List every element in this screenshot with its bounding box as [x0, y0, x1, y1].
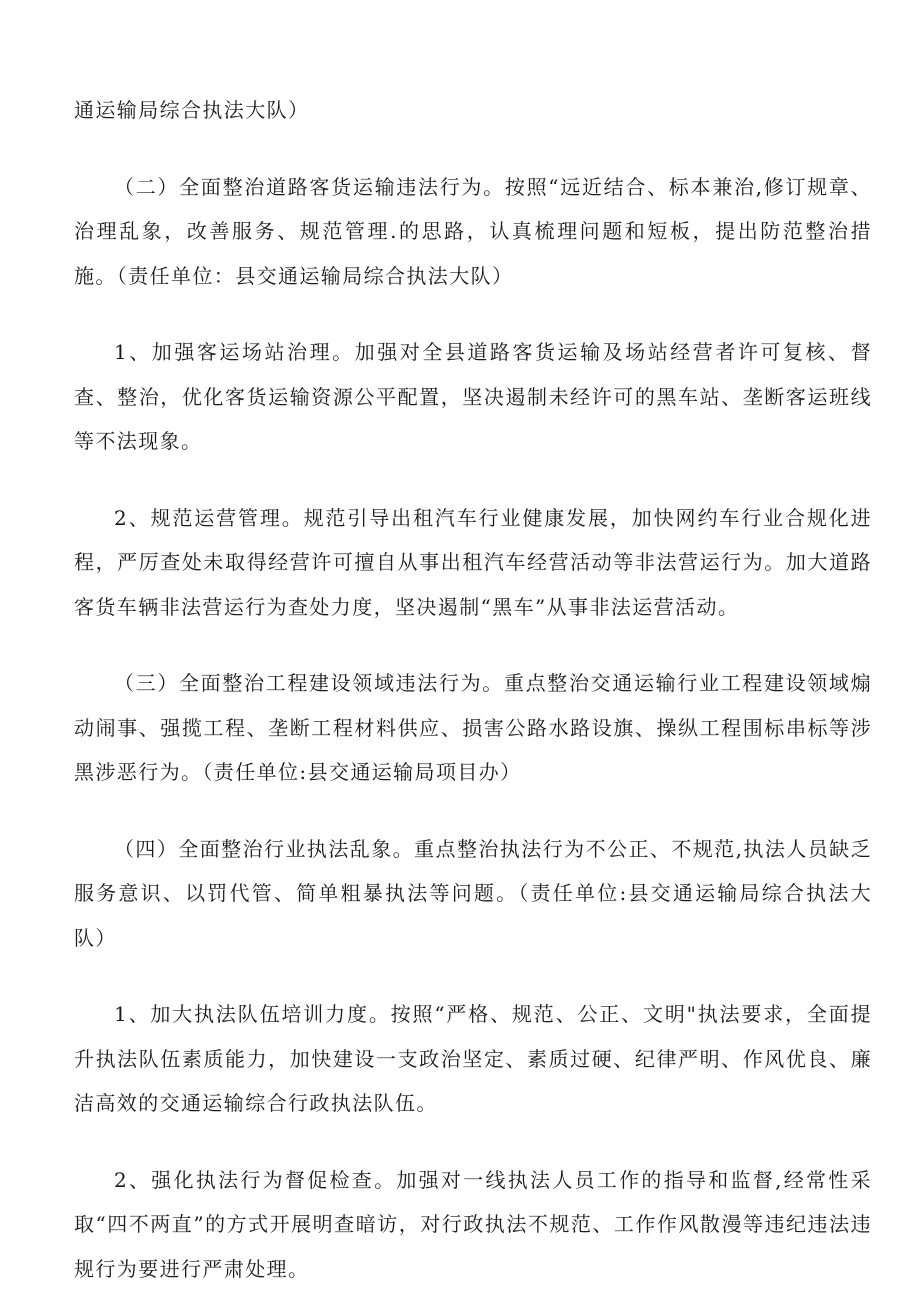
paragraph-item-4-1: 1、加大执法队伍培训力度。按照“严格、规范、公正、文明"执法要求，全面提升执法队伍素质能力，加快建设一支政治坚定、素质过硬、纪律严明、作风优良、廉洁高效的交通运输综合行政执法队伍。: [74, 1002, 872, 1115]
paragraph-item-2-2: 2、规范运营管理。规范引导出租汽车行业健康发展，加快网约车行业合规化进程，严厉查处未取得经营许可擅自从事出租汽车经营活动等非法营运行为。加大道路客货车辆非法营运行为查处力度，坚决遏制“黑车”从事非法运营活动。: [74, 505, 872, 619]
paragraph-item-2-1: 1、加强客运场站治理。加强对全县道路客货运输及场站经营者许可复核、督查、整治，优化客货运输资源公平配置，坚决遏制未经许可的黑车站、垄断客运班线等不法现象。: [74, 340, 872, 453]
paragraph-section-2: （二）全面整治道路客货运输违法行为。按照“远近结合、标本兼治,修订规章、治理乱象，改善服务、规范管理.的思路，认真梳理问题和短板，提出防范整治措施。（责任单位：县交通运输局综合执法大队）: [74, 174, 872, 288]
document-body: [74, 88, 872, 1291]
paragraph-continuation: 通运输局综合执法大队）: [74, 98, 310, 122]
paragraph-item-4-2: 2、强化执法行为督促检查。加强对一线执法人员工作的指导和监督,经常性采取“四不两直”的方式开展明查暗访，对行政执法不规范、工作作风散漫等违纪违法违规行为要进行严肃处理。: [74, 1167, 872, 1281]
paragraph-section-3: （三）全面整治工程建设领域违法行为。重点整治交通运输行业工程建设领域煽动闹事、强揽工程、垄断工程材料供应、损害公路水路设旗、操纵工程围标串标等涉黑涉恶行为。（责任单位:县交通运输局项目办）: [74, 671, 872, 784]
paragraph-section-4: （四）全面整治行业执法乱象。重点整治执法行为不公正、不规范,执法人员缺乏服务意识、以罚代管、简单粗暴执法等问题。（责任单位:县交通运输局综合执法大队）: [74, 836, 872, 950]
